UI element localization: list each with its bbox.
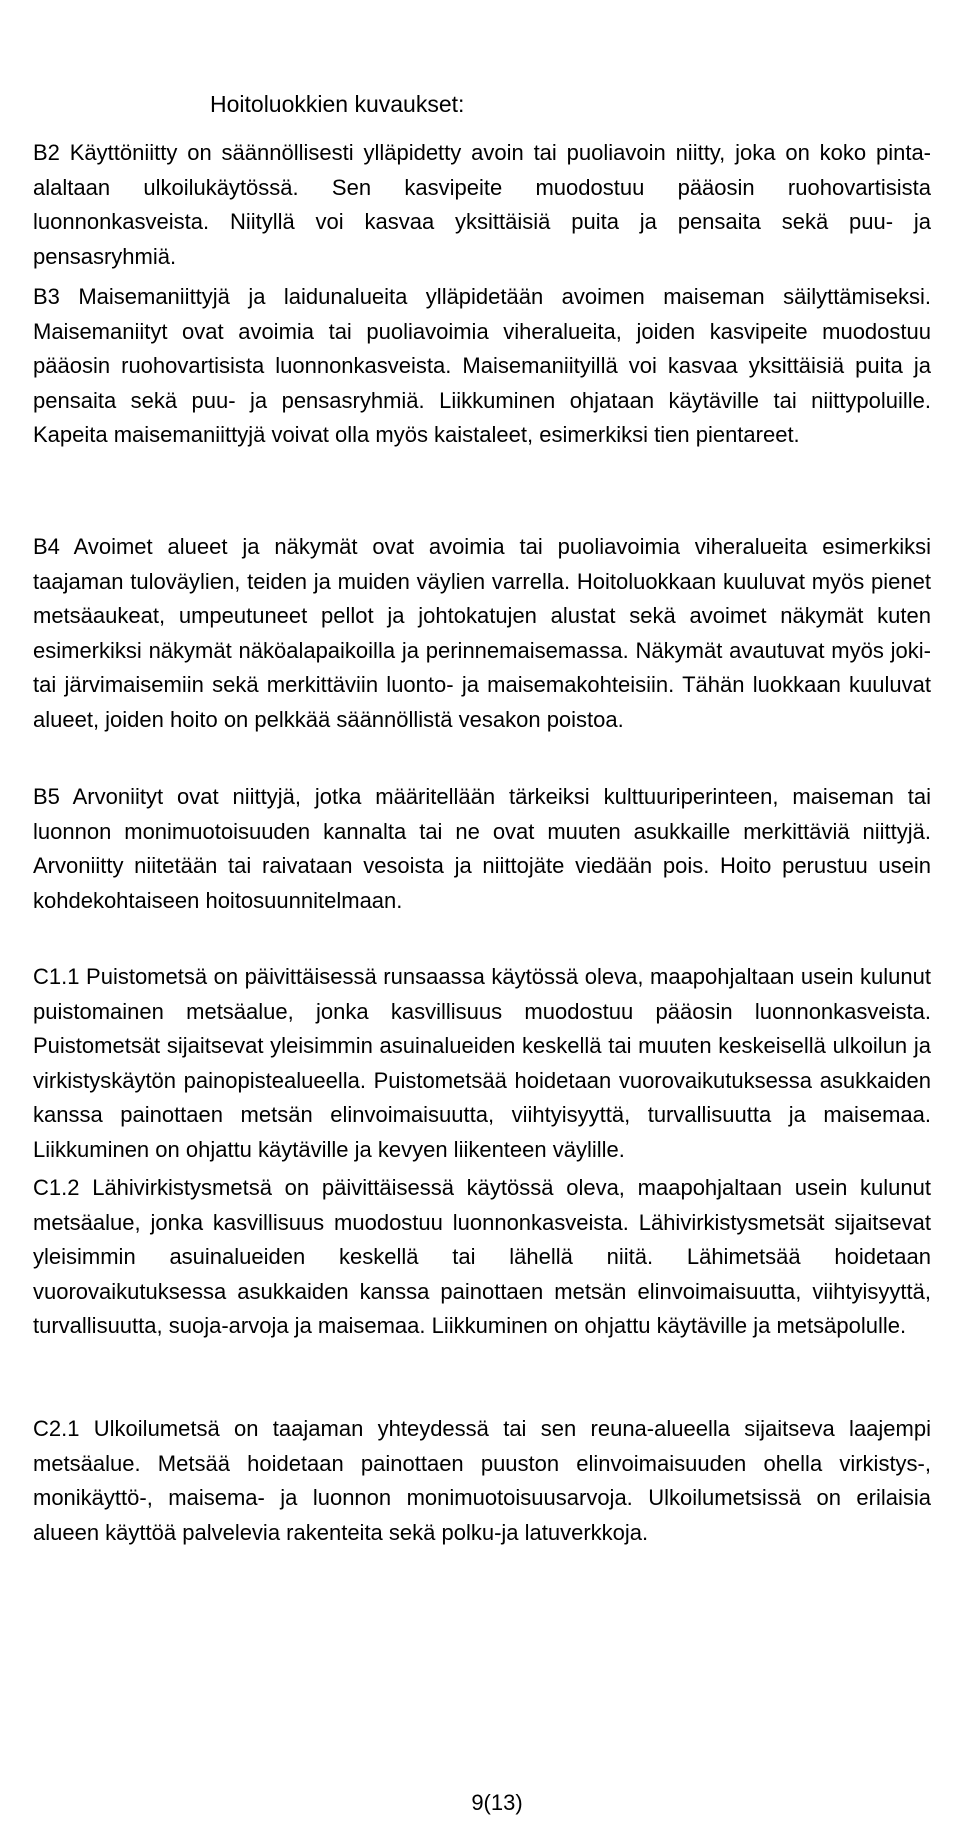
paragraph-c1-2: C1.2 Lähivirkistysmetsä on päivittäisessä käytössä oleva, maapohjaltaan usein kulunut metsäalue, jonka kasvillisuus muodostuu luonnonkasveista. Lähivirkistysmetsät sijaitsevat yleisimmin asuinalueiden keskellä tai lähellä niitä. Lähimetsää hoidetaan vuorovaikutuksessa asukkaiden kanssa painottaen metsän elinvoimaisuutta, viihtyisyyttä, turvallisuutta, suoja-arvoja ja maisemaa. Liikkuminen on ohjattu käytäville ja metsäpolulle. xyxy=(33,1175,931,1338)
paragraph-b4: B4 Avoimet alueet ja näkymät ovat avoimia tai puoliavoimia viheralueita esimerkiksi taajaman tuloväylien, teiden ja muiden väylien varrella. Hoitoluokkaan kuuluvat myös pienet metsäaukeat, umpeutuneet pellot ja johtokatujen alustat sekä avoimet näkymät kuten esimerkiksi näkymät näköalapaikoilla ja perinnemaisemassa. Näkymät avautuvat myös joki- tai järvimaisemiin sekä merkittäviin luonto- ja maisemakohteisiin. Tähän luokkaan kuuluvat alueet, joiden hoito on pelkkää säännöllistä vesakon poistoa. xyxy=(33,534,931,732)
paragraph-b2: B2 Käyttöniitty on säännöllisesti ylläpidetty avoin tai puoliavoin niitty, joka on koko pinta-alaltaan ulkoilukäytössä. Sen kasvipeite muodostuu pääosin ruohovartisista luonnonkasveista. Niityllä voi kasvaa yksittäisiä puita ja pensaita sekä puu- ja pensasryhmiä. xyxy=(33,140,931,269)
page-number: 9(13) xyxy=(471,1790,523,1815)
paragraph-c2-1: C2.1 Ulkoilumetsä on taajaman yhteydessä tai sen reuna-alueella sijaitseva laajempi metsäalue. Metsää hoidetaan painottaen puuston elinvoimaisuuden ohella virkistys-, monikäyttö-, maisema- ja luonnon monimuotoisuusarvoja. Ulkoilumetsissä on erilaisia alueen käyttöä palvelevia rakenteita sekä polku-ja latuverkkoja. xyxy=(33,1416,931,1545)
paragraph-b3: B3 Maisemaniittyjä ja laidunalueita ylläpidetään avoimen maiseman säilyttämiseksi. Maisemaniityt ovat avoimia tai puoliavoimia viheralueita, joiden kasvipeite muodostuu pääosin ruohovartisista luonnonkasveista. Maisemaniityillä voi kasvaa yksittäisiä puita ja pensaita sekä puu- ja pensasryhmiä. Liikkuminen ohjataan käytäville tai niittypoluille. Kapeita maisemaniittyjä voivat olla myös kaistaleet, esimerkiksi tien pientareet. xyxy=(33,284,931,447)
paragraph-c1-1: C1.1 Puistometsä on päivittäisessä runsaassa käytössä oleva, maapohjaltaan usein kulunut puistomainen metsäalue, jonka kasvillisuus muodostuu pääosin luonnonkasveista. Puistometsät sijaitsevat yleisimmin asuinalueiden keskellä tai muuten keskeisellä ulkoilun ja virkistyskäytön painopistealueella. Puistometsää hoidetaan vuorovaikutuksessa asukkaiden kanssa painottaen metsän elinvoimaisuutta, viihtyisyyttä, turvallisuutta ja maisemaa. Liikkuminen on ohjattu käytäville ja kevyen liikenteen väylille. xyxy=(33,964,931,1162)
paragraph-b5: B5 Arvoniityt ovat niittyjä, jotka määritellään tärkeiksi kulttuuriperinteen, maiseman tai luonnon monimuotoisuuden kannalta tai ne ovat muuten asukkaille merkittäviä niittyjä. Arvoniitty niitetään tai raivataan vesoista ja niittojäte viedään pois. Hoito perustuu usein kohdekohtaiseen hoitosuunnitelmaan. xyxy=(33,784,931,913)
section-title: Hoitoluokkien kuvaukset: xyxy=(210,91,465,117)
document-header: KULOSAAREN ALSUN LUONNONHOIDON OSIO 23.2.2015 xyxy=(28,6,681,33)
